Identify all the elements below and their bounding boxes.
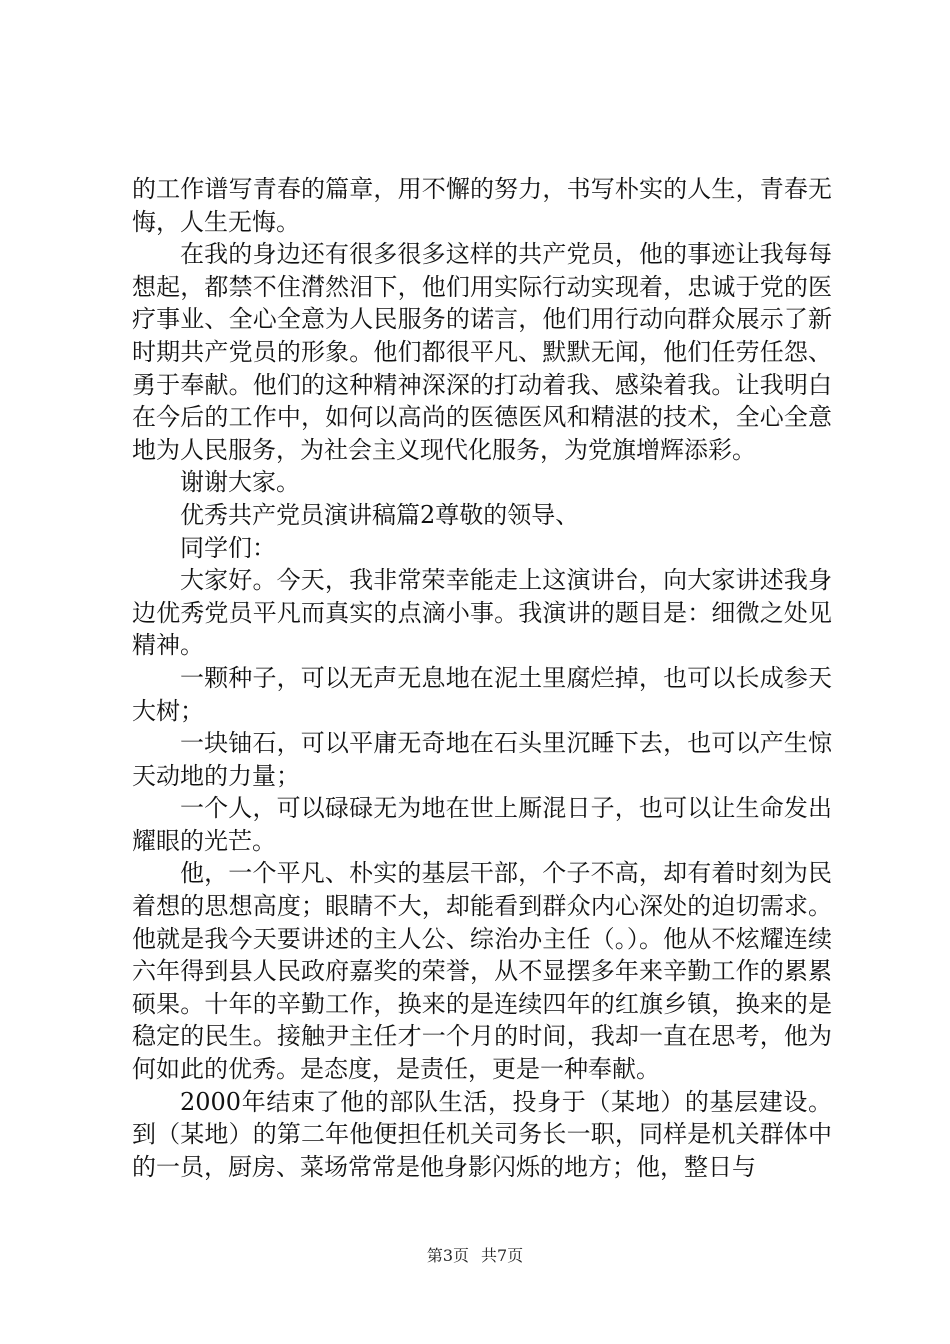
page-number: 第3页	[426, 1246, 469, 1265]
paragraph: 优秀共产党员演讲稿篇2尊敬的领导、	[180, 500, 580, 529]
page-total: 共7页	[481, 1246, 524, 1265]
paragraph: 谢谢大家。	[180, 468, 300, 497]
paragraph: 同学们：	[180, 533, 276, 562]
page-footer	[0, 1243, 950, 1266]
paragraph: 一块铀石，可以平庸无奇地在石头里沉睡下去，也可以产生惊天动地的力量；	[132, 729, 832, 790]
paragraph: 在我的身边还有很多很多这样的共产党员，他的事迹让我每每想起，都禁不住潸然泪下，他们用实际行动实现着，忠诚于党的医疗事业、全心全意为人民服务的诺言，他们用行动向群众展示了新时期共产党员的形象。他们都很平凡、默默无闻，他们任劳任怨、勇于奉献。他们的这种精神深深的打动着我、感染着我。让我明白在今后的工作中，如何以高尚的医德医风和精湛的技术，全心全意地为人民服务，为社会主义现代化服务，为党旗增辉添彩。	[132, 240, 832, 464]
paragraph: 一个人，可以碌碌无为地在世上厮混日子，也可以让生命发出耀眼的光芒。	[132, 794, 832, 855]
document-body	[132, 173, 832, 1183]
paragraph: 他，一个平凡、朴实的基层干部，个子不高，却有着时刻为民着想的思想高度；眼睛不大，却能看到群众内心深处的迫切需求。他就是我今天要讲述的主人公、综治办主任（。）。他从不炫耀连续六年得到县人民政府嘉奖的荣誉，从不显摆多年来辛勤工作的累累硕果。十年的辛勤工作，换来的是连续四年的红旗乡镇，换来的是稳定的民生。接触尹主任才一个月的时间，我却一直在思考，他为何如此的优秀。是态度，是责任，更是一种奉献。	[132, 859, 832, 1084]
paragraph: 一颗种子，可以无声无息地在泥土里腐烂掉，也可以长成参天大树；	[132, 663, 832, 725]
paragraph: 的工作谱写青春的篇章，用不懈的努力，书写朴实的人生，青春无悔，人生无悔。	[132, 175, 832, 236]
paragraph: 2000年结束了他的部队生活，投身于（某地）的基层建设。到（某地）的第二年他便担任机关司务长一职，同样是机关群体中的一员，厨房、菜场常常是他身影闪烁的地方；他，整日与	[132, 1087, 832, 1181]
paragraph: 大家好。今天，我非常荣幸能走上这演讲台，向大家讲述我身边优秀党员平凡而真实的点滴小事。我演讲的题目是：细微之处见精神。	[132, 566, 832, 660]
